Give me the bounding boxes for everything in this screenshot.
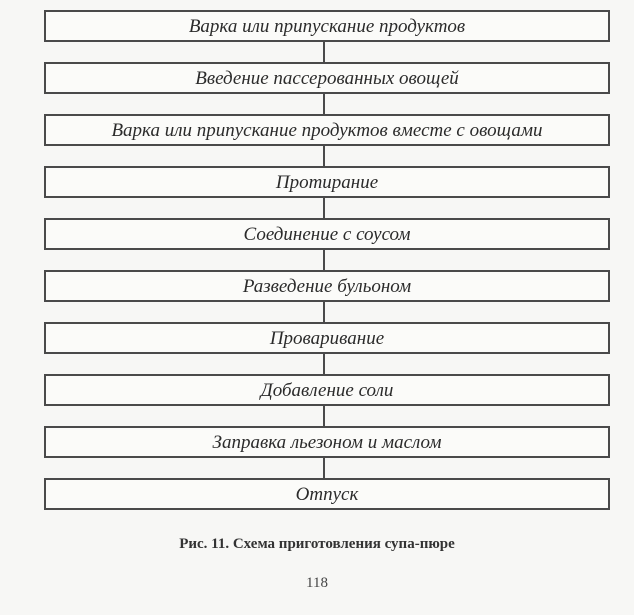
flow-step-10: Отпуск [44,478,610,510]
connector-line [323,302,325,322]
flow-step-9: Заправка льезоном и маслом [44,426,610,458]
flow-step-5: Соединение с соусом [44,218,610,250]
flow-step-4: Протирание [44,166,610,198]
connector-line [323,250,325,270]
page-number: 118 [306,575,328,591]
flow-step-1: Варка или припускание продуктов [44,10,610,42]
flow-step-6: Разведение бульоном [44,270,610,302]
connector-line [323,146,325,166]
connector-line [323,458,325,478]
flow-step-3: Варка или припускание продуктов вместе с овощами [44,114,610,146]
flow-step-7: Проваривание [44,322,610,354]
connector-line [323,406,325,426]
connector-line [323,354,325,374]
figure-caption: Рис. 11. Схема приготовления супа-пюре [179,536,455,552]
connector-line [323,198,325,218]
connector-line [323,42,325,62]
flow-step-2: Введение пассерованных овощей [44,62,610,94]
flow-step-8: Добавление соли [44,374,610,406]
connector-line [323,94,325,114]
